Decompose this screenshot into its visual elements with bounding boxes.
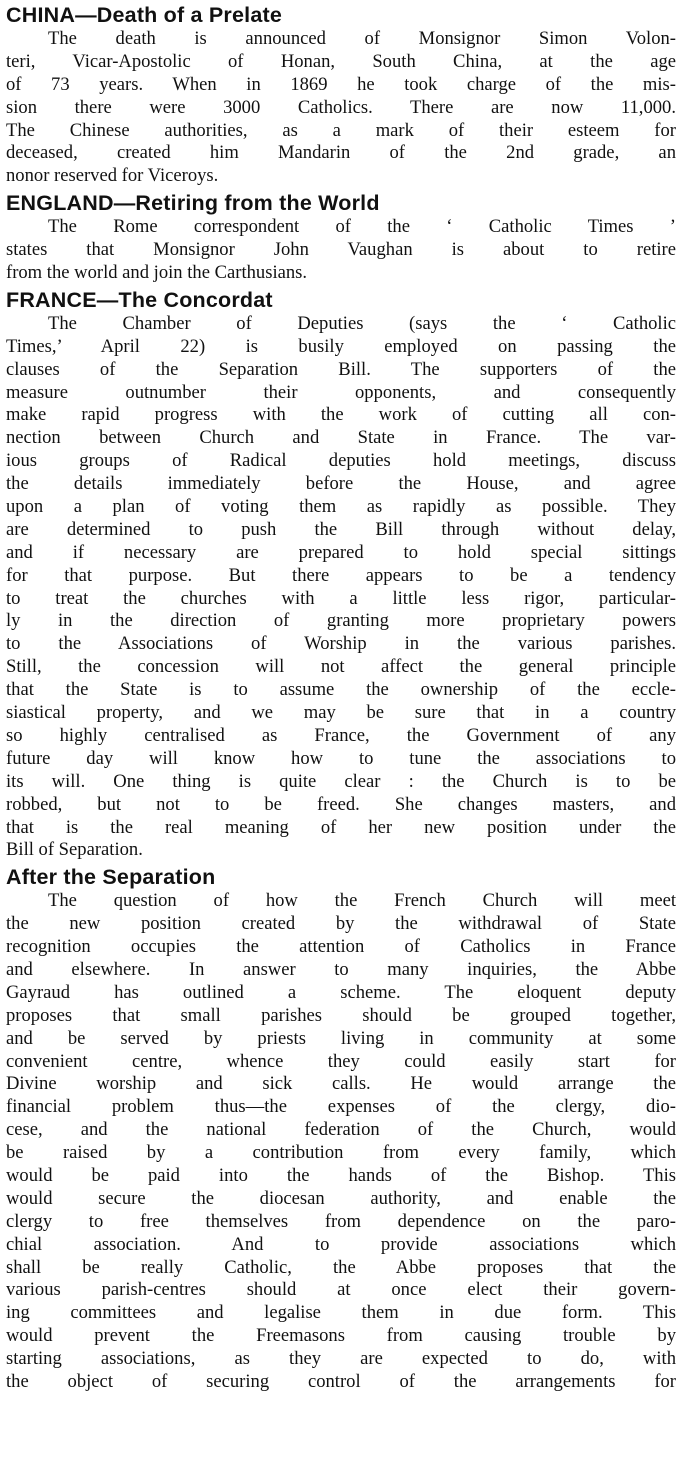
text-line: The Rome correspondent of the ‘ Catholic Times ’ [48,216,676,238]
article-after-separation [6,864,676,1394]
text-line: make rapid progress with the work of cutting all con- [6,404,676,426]
text-line: the object of securing control of the arrangements for [6,1370,676,1392]
text-line: Bill of Separation. [6,839,143,861]
text-line: Gayraud has outlined a scheme. The eloquent deputy [6,981,676,1003]
article-body-after-separation [6,890,676,1394]
text-line: nection between Church and State in France. The var- [6,427,676,449]
text-line: that the State is to assume the ownership of the eccle- [6,679,676,701]
text-line: shall be really Catholic, the Abbe proposes that the [6,1256,676,1278]
text-line: ing committees and legalise them in due form. This [6,1302,676,1324]
text-line: The death is announced of Monsignor Simon Volon- [48,28,676,49]
text-line: measure outnumber their opponents, and consequently [6,381,676,403]
text-line: recognition occupies the attention of Catholics in France [6,936,676,958]
text-line: and be served by priests living in community at some [6,1027,676,1049]
text-line: siastical property, and we may be sure that in a country [6,702,676,724]
text-line: cese, and the national federation of the Church, would [6,1119,676,1141]
article-england [6,190,676,285]
text-line: The Chinese authorities, as a mark of their esteem for [6,119,676,141]
text-line: be raised by a contribution from every family, which [6,1142,676,1164]
text-line: future day will know how to tune the associations to [6,747,676,769]
text-line: teri, Vicar-Apostolic of Honan, South China, at the age [6,50,676,72]
article-body-england [6,216,676,285]
text-line: so highly centralised as France, the Government of any [6,724,676,746]
text-line: that is the real meaning of her new position under the [6,816,676,838]
text-line: the details immediately before the House, and agree [6,473,676,495]
text-line: Still, the concession will not affect the general principle [6,656,676,678]
text-line: ious groups of Radical deputies hold meetings, discuss [6,450,676,472]
article-heading-after-separation: After the Separation [6,865,216,890]
text-line: from the world and join the Carthusians. [6,262,308,284]
text-line: robbed, but not to be freed. She changes masters, and [6,793,676,815]
text-line: convenient centre, whence they could easily start for [6,1050,676,1072]
text-line: clauses of the Separation Bill. The supporters of the [6,358,676,380]
text-line: nonor reserved for Viceroys. [6,165,219,187]
article-france [6,287,676,862]
article-heading-england: ENGLAND—Retiring from the World [6,191,380,216]
text-line: proposes that small parishes should be grouped together, [6,1004,676,1026]
text-line: ly in the direction of granting more proprietary powers [6,610,676,632]
text-line: to the Associations of Worship in the various parishes. [6,633,676,655]
text-line: The question of how the French Church will meet [48,890,676,912]
text-line: upon a plan of voting them as rapidly as possible. They [6,496,676,518]
text-line: financial problem thus—the expenses of the clergy, dio- [6,1096,676,1118]
text-line: various parish-centres should at once elect their govern- [6,1279,676,1301]
text-line: chial association. And to provide associations which [6,1233,676,1255]
text-line: for that purpose. But there appears to be a tendency [6,564,676,586]
article-body-france [6,313,676,862]
text-line: starting associations, as they are expected to do, with [6,1348,676,1370]
text-line: clergy to free themselves from dependence on the paro- [6,1210,676,1232]
text-line: its will. One thing is quite clear : the Church is to be [6,770,676,792]
text-line: and if necessary are prepared to hold special sittings [6,541,676,563]
text-line: to treat the churches with a little less rigor, particular- [6,587,676,609]
article-body-china [6,28,676,188]
text-line: Divine worship and sick calls. He would arrange the [6,1073,676,1095]
article-heading-france: FRANCE—The Concordat [6,287,273,312]
text-line: states that Monsignor John Vaughan is about to retire [6,239,676,261]
article-heading-china: CHINA—Death of a Prelate [6,3,282,27]
text-line: would secure the diocesan authority, and enable the [6,1187,676,1209]
article-china [6,2,676,188]
text-line: deceased, created him Mandarin of the 2nd grade, an [6,142,676,164]
text-line: the new position created by the withdrawal of State [6,913,676,935]
text-line: and elsewhere. In answer to many inquiries, the Abbe [6,958,676,980]
text-line: would prevent the Freemasons from causing trouble by [6,1325,676,1347]
text-line: Times,’ April 22) is busily employed on passing the [6,335,676,357]
text-line: sion there were 3000 Catholics. There are now 11,000. [6,96,676,118]
text-line: of 73 years. When in 1869 he took charge of the mis- [6,73,676,95]
text-line: The Chamber of Deputies (says the ‘ Catholic [48,312,676,334]
text-line: would be paid into the hands of the Bishop. This [6,1164,676,1186]
text-line: are determined to push the Bill through without delay, [6,518,676,540]
newspaper-column [6,2,676,1394]
